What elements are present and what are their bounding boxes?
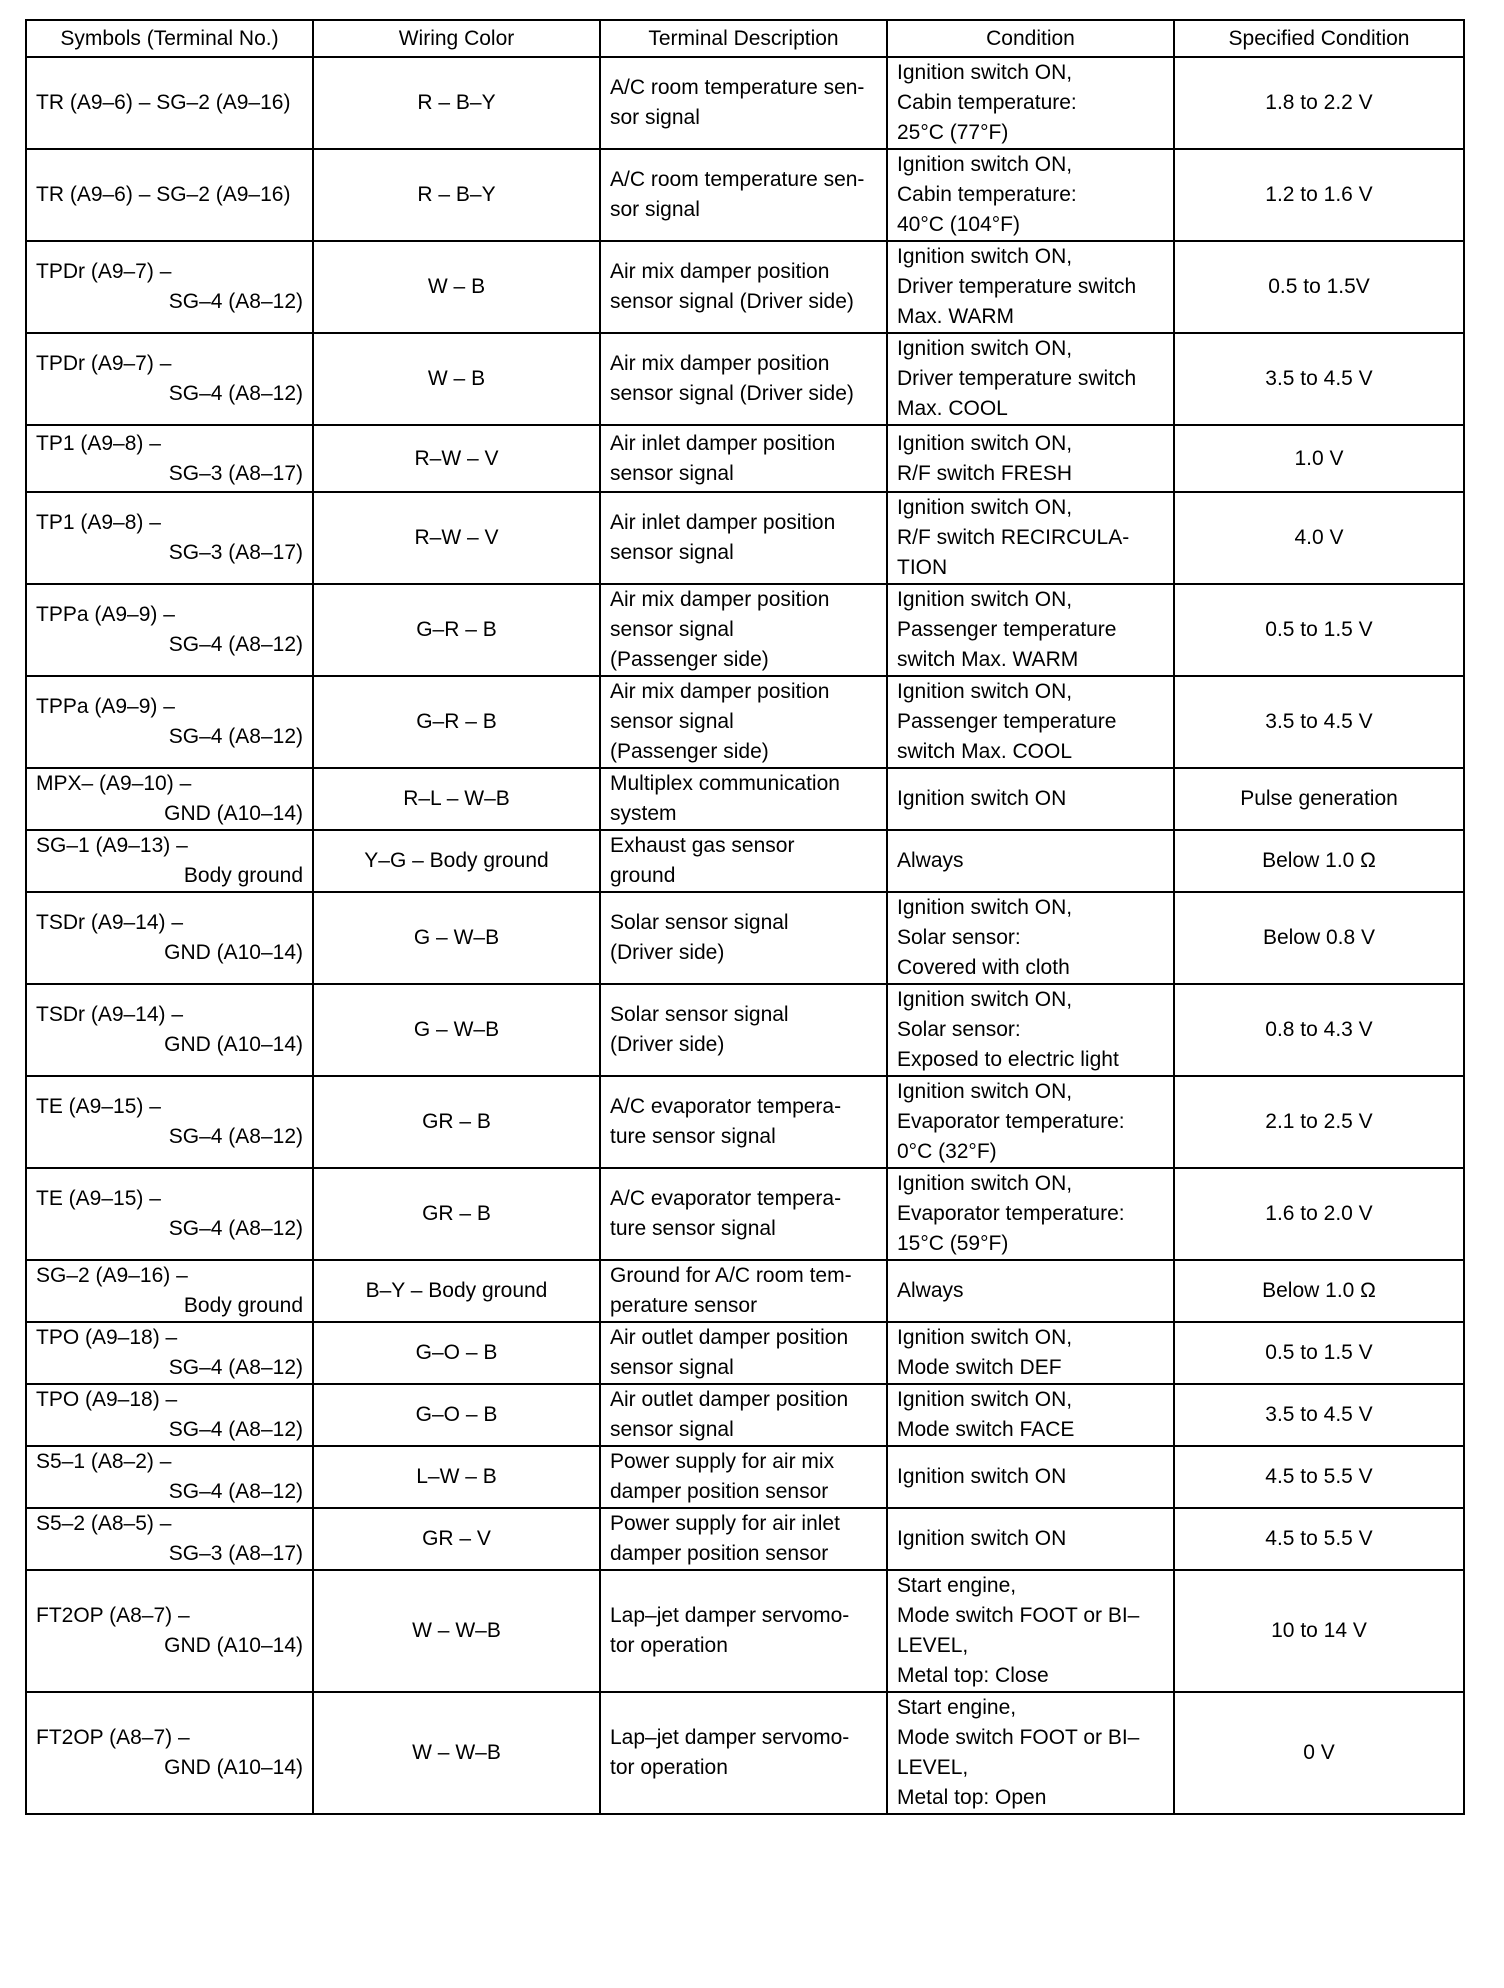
cell-wiring-color: R–W – V: [313, 425, 600, 492]
description-line: (Passenger side): [610, 648, 769, 671]
symbol-text: TR (A9–6) – SG–2 (A9–16): [36, 183, 291, 206]
description-line: Air outlet damper position: [610, 1326, 849, 1349]
description-line: sor signal: [610, 106, 700, 129]
condition-line: Passenger temperature: [897, 618, 1117, 641]
symbol-text: TPO (A9–18) –: [36, 1326, 178, 1349]
table-row: [26, 1168, 1464, 1260]
cell-symbols: [26, 149, 313, 241]
description-line: Air mix damper position: [610, 352, 830, 375]
symbol-text: Body ground: [183, 1294, 303, 1317]
condition-line: Ignition switch ON,: [897, 1172, 1073, 1195]
condition-line: Solar sensor:: [897, 1018, 1021, 1041]
table-row: [26, 1076, 1464, 1168]
description-line: ture sensor signal: [610, 1217, 776, 1240]
table-row: [26, 768, 1464, 830]
description-line: A/C room temperature sen-: [610, 76, 865, 99]
cell-symbols: [26, 892, 313, 984]
cell-terminal-description: [600, 584, 887, 676]
cell-terminal-description: [600, 1384, 887, 1446]
condition-line: Ignition switch ON,: [897, 896, 1073, 919]
symbol-text: GND (A10–14): [164, 802, 303, 825]
cell-symbols: [26, 768, 313, 830]
symbol-text: TR (A9–6) – SG–2 (A9–16): [36, 91, 291, 114]
description-line: tor operation: [610, 1634, 728, 1657]
condition-line: Start engine,: [897, 1574, 1017, 1597]
description-line: damper position sensor: [610, 1480, 829, 1503]
cell-wiring-color: R – B–Y: [313, 149, 600, 241]
condition-line: Metal top: Close: [897, 1664, 1049, 1687]
header-terminal-description: Terminal Description: [600, 20, 887, 57]
cell-symbols: [26, 241, 313, 333]
cell-specified-condition: 0.5 to 1.5 V: [1174, 584, 1464, 676]
condition-line: Ignition switch ON,: [897, 1326, 1073, 1349]
symbol-text: SG–4 (A8–12): [168, 633, 303, 656]
symbol-text: TE (A9–15) –: [36, 1187, 161, 1210]
cell-symbols: [26, 1692, 313, 1814]
condition-line: 25°C (77°F): [897, 121, 1009, 144]
cell-wiring-color: G–R – B: [313, 676, 600, 768]
cell-terminal-description: [600, 768, 887, 830]
description-line: (Driver side): [610, 1033, 725, 1056]
condition-line: Always: [897, 1279, 964, 1302]
cell-wiring-color: W – W–B: [313, 1692, 600, 1814]
cell-specified-condition: 2.1 to 2.5 V: [1174, 1076, 1464, 1168]
cell-condition: [887, 1168, 1174, 1260]
condition-line: Evaporator temperature:: [897, 1202, 1125, 1225]
cell-terminal-description: [600, 241, 887, 333]
symbol-text: SG–4 (A8–12): [168, 290, 303, 313]
table-row: [26, 1322, 1464, 1384]
condition-line: Mode switch FOOT or BI–: [897, 1726, 1140, 1749]
cell-wiring-color: G – W–B: [313, 892, 600, 984]
table-row: [26, 1384, 1464, 1446]
cell-condition: [887, 1384, 1174, 1446]
description-line: damper position sensor: [610, 1542, 829, 1565]
symbol-text: GND (A10–14): [164, 1756, 303, 1779]
condition-line: Ignition switch ON: [897, 787, 1067, 810]
cell-condition: [887, 1692, 1174, 1814]
cell-wiring-color: R–L – W–B: [313, 768, 600, 830]
description-line: Ground for A/C room tem-: [610, 1264, 852, 1287]
condition-line: Evaporator temperature:: [897, 1110, 1125, 1133]
cell-wiring-color: Y–G – Body ground: [313, 830, 600, 892]
description-line: Power supply for air mix: [610, 1450, 835, 1473]
condition-line: Start engine,: [897, 1696, 1017, 1719]
cell-symbols: [26, 1384, 313, 1446]
cell-symbols: [26, 425, 313, 492]
cell-symbols: [26, 57, 313, 149]
condition-line: Cabin temperature:: [897, 91, 1077, 114]
symbol-text: SG–3 (A8–17): [168, 541, 303, 564]
description-line: Lap–jet damper servomo-: [610, 1726, 850, 1749]
cell-terminal-description: [600, 1322, 887, 1384]
cell-symbols: [26, 1570, 313, 1692]
table-row: [26, 57, 1464, 149]
condition-line: 40°C (104°F): [897, 213, 1021, 236]
cell-wiring-color: L–W – B: [313, 1446, 600, 1508]
description-line: Power supply for air inlet: [610, 1512, 840, 1535]
cell-condition: [887, 1322, 1174, 1384]
condition-line: Covered with cloth: [897, 956, 1070, 979]
description-line: Solar sensor signal: [610, 911, 789, 934]
condition-line: Ignition switch ON,: [897, 988, 1073, 1011]
table-row: [26, 984, 1464, 1076]
condition-line: Ignition switch ON: [897, 1527, 1067, 1550]
table-row: [26, 1692, 1464, 1814]
description-line: Lap–jet damper servomo-: [610, 1604, 850, 1627]
cell-condition: [887, 1076, 1174, 1168]
symbol-text: SG–4 (A8–12): [168, 1356, 303, 1379]
symbol-text: TPO (A9–18) –: [36, 1388, 178, 1411]
cell-wiring-color: G–O – B: [313, 1322, 600, 1384]
cell-specified-condition: 0 V: [1174, 1692, 1464, 1814]
symbol-text: S5–2 (A8–5) –: [36, 1512, 172, 1535]
description-line: Exhaust gas sensor: [610, 834, 795, 857]
cell-specified-condition: Below 1.0 Ω: [1174, 1260, 1464, 1322]
symbol-text: SG–2 (A9–16) –: [36, 1264, 188, 1287]
cell-specified-condition: 4.5 to 5.5 V: [1174, 1508, 1464, 1570]
condition-line: R/F switch FRESH: [897, 461, 1073, 485]
symbol-text: TPDr (A9–7) –: [36, 352, 172, 375]
cell-condition: [887, 768, 1174, 830]
condition-line: Driver temperature switch: [897, 275, 1137, 298]
symbol-text: TPPa (A9–9) –: [36, 695, 175, 718]
condition-line: Always: [897, 849, 964, 872]
table-row: [26, 1570, 1464, 1692]
cell-terminal-description: [600, 830, 887, 892]
cell-condition: [887, 57, 1174, 149]
header-row: [26, 20, 1464, 57]
description-line: system: [610, 802, 677, 825]
cell-condition: [887, 1570, 1174, 1692]
condition-line: Ignition switch ON,: [897, 588, 1073, 611]
cell-condition: [887, 892, 1174, 984]
condition-line: Mode switch FACE: [897, 1418, 1075, 1441]
cell-wiring-color: GR – V: [313, 1508, 600, 1570]
cell-condition: [887, 1260, 1174, 1322]
header-symbols: Symbols (Terminal No.): [26, 20, 313, 57]
description-line: Air mix damper position: [610, 588, 830, 611]
cell-condition: [887, 149, 1174, 241]
condition-line: Ignition switch ON,: [897, 1080, 1073, 1103]
symbol-text: GND (A10–14): [164, 1634, 303, 1657]
condition-line: Solar sensor:: [897, 926, 1021, 949]
symbol-text: S5–1 (A8–2) –: [36, 1450, 172, 1473]
condition-line: Ignition switch ON,: [897, 337, 1073, 360]
cell-specified-condition: 0.5 to 1.5V: [1174, 241, 1464, 333]
cell-specified-condition: 4.0 V: [1174, 492, 1464, 584]
condition-line: switch Max. COOL: [897, 740, 1073, 763]
table-row: [26, 1508, 1464, 1570]
symbol-text: TSDr (A9–14) –: [36, 1003, 184, 1026]
cell-terminal-description: [600, 492, 887, 584]
cell-terminal-description: [600, 149, 887, 241]
symbol-text: GND (A10–14): [164, 1033, 303, 1056]
symbol-text: TPPa (A9–9) –: [36, 603, 175, 626]
cell-specified-condition: Pulse generation: [1174, 768, 1464, 830]
condition-line: Mode switch DEF: [897, 1356, 1062, 1379]
cell-terminal-description: [600, 1446, 887, 1508]
description-line: sensor signal (Driver side): [610, 290, 854, 313]
cell-wiring-color: G–O – B: [313, 1384, 600, 1446]
cell-wiring-color: G – W–B: [313, 984, 600, 1076]
description-line: sensor signal: [610, 1418, 734, 1441]
cell-condition: [887, 1446, 1174, 1508]
description-line: (Driver side): [610, 941, 725, 964]
cell-wiring-color: W – B: [313, 333, 600, 425]
condition-line: 15°C (59°F): [897, 1232, 1009, 1255]
condition-line: Ignition switch ON,: [897, 153, 1073, 176]
symbol-text: SG–4 (A8–12): [168, 382, 303, 405]
cell-terminal-description: [600, 1168, 887, 1260]
condition-line: Metal top: Open: [897, 1786, 1047, 1809]
symbol-text: Body ground: [183, 864, 303, 887]
description-line: Air outlet damper position: [610, 1388, 849, 1411]
condition-line: Ignition switch ON,: [897, 680, 1073, 703]
description-line: sor signal: [610, 198, 700, 221]
condition-line: Passenger temperature: [897, 710, 1117, 733]
cell-symbols: [26, 984, 313, 1076]
symbol-text: SG–1 (A9–13) –: [36, 834, 188, 857]
cell-symbols: [26, 333, 313, 425]
symbol-text: TPDr (A9–7) –: [36, 260, 172, 283]
condition-line: 0°C (32°F): [897, 1140, 997, 1163]
table-row: [26, 333, 1464, 425]
cell-condition: [887, 830, 1174, 892]
cell-specified-condition: 1.2 to 1.6 V: [1174, 149, 1464, 241]
cell-symbols: [26, 676, 313, 768]
symbol-text: SG–4 (A8–12): [168, 1480, 303, 1503]
cell-specified-condition: 1.6 to 2.0 V: [1174, 1168, 1464, 1260]
table-row: [26, 1446, 1464, 1508]
cell-specified-condition: Below 0.8 V: [1174, 892, 1464, 984]
table-body: [26, 57, 1464, 1814]
cell-condition: [887, 241, 1174, 333]
symbol-text: SG–4 (A8–12): [168, 1418, 303, 1441]
condition-line: Max. COOL: [897, 397, 1008, 420]
cell-terminal-description: [600, 1570, 887, 1692]
cell-specified-condition: 3.5 to 4.5 V: [1174, 333, 1464, 425]
symbol-text: SG–3 (A8–17): [168, 461, 303, 485]
description-line: A/C evaporator tempera-: [610, 1095, 842, 1118]
cell-specified-condition: 0.8 to 4.3 V: [1174, 984, 1464, 1076]
cell-wiring-color: W – B: [313, 241, 600, 333]
condition-line: Exposed to electric light: [897, 1048, 1119, 1071]
cell-condition: [887, 492, 1174, 584]
condition-line: Mode switch FOOT or BI–: [897, 1604, 1140, 1627]
cell-terminal-description: [600, 1076, 887, 1168]
cell-specified-condition: 0.5 to 1.5 V: [1174, 1322, 1464, 1384]
description-line: ground: [610, 864, 676, 887]
symbol-text: TE (A9–15) –: [36, 1095, 161, 1118]
cell-symbols: [26, 1508, 313, 1570]
condition-line: Max. WARM: [897, 305, 1015, 328]
cell-terminal-description: [600, 1260, 887, 1322]
symbol-text: TP1 (A9–8) –: [36, 431, 161, 455]
symbol-text: TP1 (A9–8) –: [36, 511, 161, 534]
condition-line: R/F switch RECIRCULA-: [897, 526, 1130, 549]
header-condition: Condition: [887, 20, 1174, 57]
symbol-text: SG–4 (A8–12): [168, 1125, 303, 1148]
table-row: [26, 830, 1464, 892]
cell-wiring-color: B–Y – Body ground: [313, 1260, 600, 1322]
cell-specified-condition: 3.5 to 4.5 V: [1174, 676, 1464, 768]
condition-line: Ignition switch ON: [897, 1465, 1067, 1488]
description-line: A/C room temperature sen-: [610, 168, 865, 191]
table-row: [26, 1260, 1464, 1322]
description-line: Solar sensor signal: [610, 1003, 789, 1026]
description-line: (Passenger side): [610, 740, 769, 763]
cell-symbols: [26, 830, 313, 892]
cell-wiring-color: R–W – V: [313, 492, 600, 584]
symbol-text: FT2OP (A8–7) –: [36, 1604, 190, 1627]
table-row: [26, 149, 1464, 241]
cell-terminal-description: [600, 984, 887, 1076]
symbol-text: SG–3 (A8–17): [168, 1542, 303, 1565]
cell-symbols: [26, 1168, 313, 1260]
symbol-text: TSDr (A9–14) –: [36, 911, 184, 934]
condition-line: Ignition switch ON,: [897, 431, 1073, 455]
condition-line: Ignition switch ON,: [897, 245, 1073, 268]
condition-line: Ignition switch ON,: [897, 1388, 1073, 1411]
cell-specified-condition: 3.5 to 4.5 V: [1174, 1384, 1464, 1446]
symbol-text: SG–4 (A8–12): [168, 1217, 303, 1240]
condition-line: Ignition switch ON,: [897, 61, 1073, 84]
condition-line: LEVEL,: [897, 1634, 969, 1657]
symbol-text: FT2OP (A8–7) –: [36, 1726, 190, 1749]
cell-wiring-color: GR – B: [313, 1076, 600, 1168]
table-row: [26, 241, 1464, 333]
cell-terminal-description: [600, 425, 887, 492]
description-line: sensor signal: [610, 541, 734, 564]
description-line: Air inlet damper position: [610, 431, 836, 455]
description-line: sensor signal (Driver side): [610, 382, 854, 405]
cell-symbols: [26, 1446, 313, 1508]
cell-terminal-description: [600, 892, 887, 984]
description-line: sensor signal: [610, 618, 734, 641]
cell-condition: [887, 1508, 1174, 1570]
cell-terminal-description: [600, 1692, 887, 1814]
condition-line: Cabin temperature:: [897, 183, 1077, 206]
header-wiring-color: Wiring Color: [313, 20, 600, 57]
cell-symbols: [26, 492, 313, 584]
header-specified-condition: Specified Condition: [1174, 20, 1464, 57]
table-row: [26, 892, 1464, 984]
description-line: sensor signal: [610, 1356, 734, 1379]
cell-wiring-color: GR – B: [313, 1168, 600, 1260]
description-line: sensor signal: [610, 461, 734, 485]
cell-terminal-description: [600, 1508, 887, 1570]
terminal-spec-table: [25, 19, 1465, 1815]
table-row: [26, 676, 1464, 768]
table-row: [26, 584, 1464, 676]
cell-symbols: [26, 584, 313, 676]
cell-symbols: [26, 1076, 313, 1168]
cell-specified-condition: Below 1.0 Ω: [1174, 830, 1464, 892]
cell-wiring-color: R – B–Y: [313, 57, 600, 149]
condition-line: switch Max. WARM: [897, 648, 1079, 671]
table-row: [26, 425, 1464, 492]
cell-wiring-color: G–R – B: [313, 584, 600, 676]
cell-condition: [887, 584, 1174, 676]
condition-line: LEVEL,: [897, 1756, 969, 1779]
symbol-text: MPX– (A9–10) –: [36, 772, 192, 795]
cell-specified-condition: 1.0 V: [1174, 425, 1464, 492]
description-line: perature sensor: [610, 1294, 758, 1317]
description-line: Multiplex communication: [610, 772, 840, 795]
condition-line: Driver temperature switch: [897, 367, 1137, 390]
description-line: Air inlet damper position: [610, 511, 836, 534]
cell-condition: [887, 425, 1174, 492]
description-line: A/C evaporator tempera-: [610, 1187, 842, 1210]
cell-terminal-description: [600, 676, 887, 768]
symbol-text: SG–4 (A8–12): [168, 725, 303, 748]
cell-specified-condition: 1.8 to 2.2 V: [1174, 57, 1464, 149]
cell-terminal-description: [600, 57, 887, 149]
cell-wiring-color: W – W–B: [313, 1570, 600, 1692]
condition-line: TION: [897, 556, 948, 579]
cell-symbols: [26, 1322, 313, 1384]
description-line: sensor signal: [610, 710, 734, 733]
description-line: tor operation: [610, 1756, 728, 1779]
condition-line: Ignition switch ON,: [897, 496, 1073, 519]
description-line: ture sensor signal: [610, 1125, 776, 1148]
description-line: Air mix damper position: [610, 680, 830, 703]
table-row: [26, 492, 1464, 584]
cell-condition: [887, 676, 1174, 768]
cell-specified-condition: 4.5 to 5.5 V: [1174, 1446, 1464, 1508]
cell-symbols: [26, 1260, 313, 1322]
cell-terminal-description: [600, 333, 887, 425]
cell-specified-condition: 10 to 14 V: [1174, 1570, 1464, 1692]
cell-condition: [887, 984, 1174, 1076]
symbol-text: GND (A10–14): [164, 941, 303, 964]
cell-condition: [887, 333, 1174, 425]
description-line: Air mix damper position: [610, 260, 830, 283]
